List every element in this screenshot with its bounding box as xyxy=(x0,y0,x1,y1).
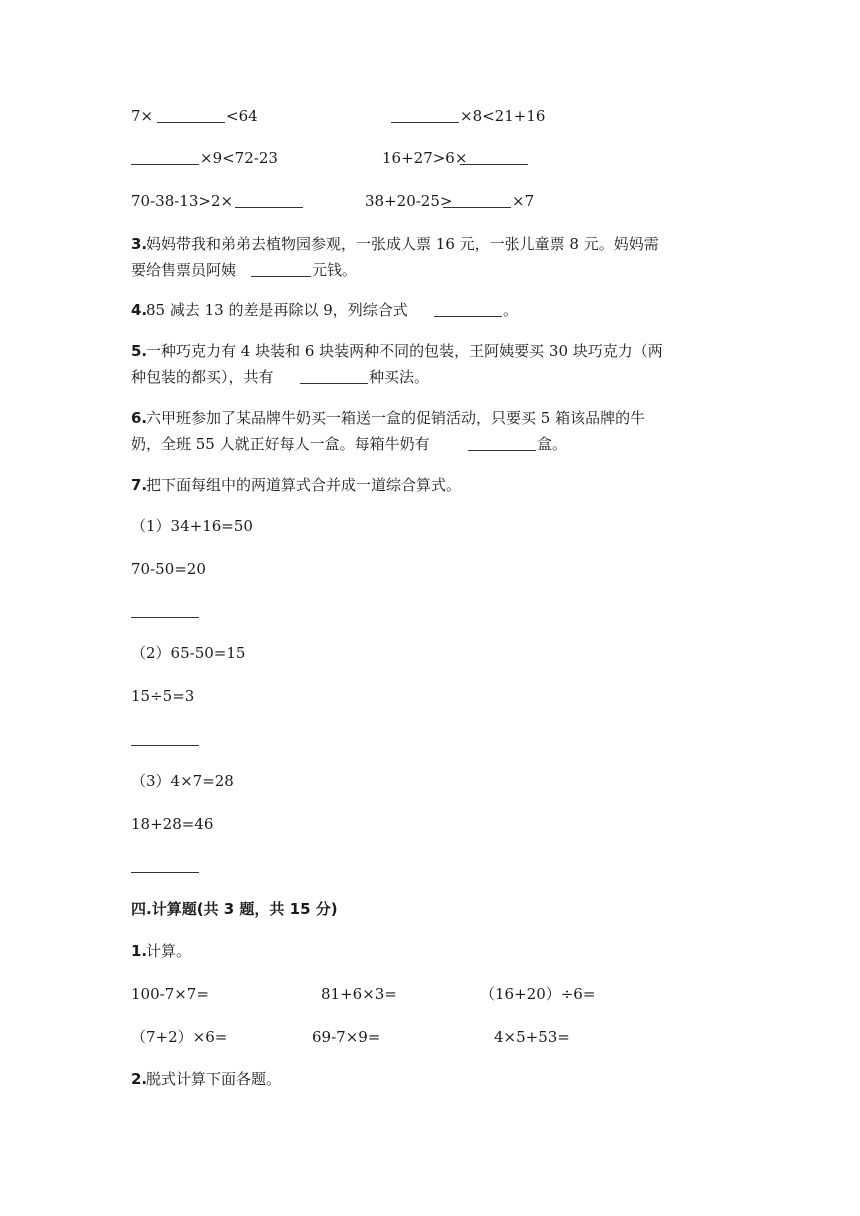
calc-expression: （7+2）×6= xyxy=(131,1028,228,1046)
q5-number: 5. xyxy=(131,342,148,360)
q5-line2-pre: 种包装的都买），共有 xyxy=(131,368,274,386)
ineq-r1b-post: ×8<21+16 xyxy=(460,107,546,125)
q4-text-post: 。 xyxy=(503,301,519,319)
q3-line1: 妈妈带我和弟弟去植物园参观，一张成人票 16 元，一张儿童票 8 元。妈妈需 xyxy=(146,235,659,253)
q5-line2-post: 种买法。 xyxy=(369,368,430,386)
answer-blank[interactable] xyxy=(251,260,311,280)
q5-line1: 一种巧克力有 4 块装和 6 块装两种不同的包装，王阿姨要买 30 块巧克力（两 xyxy=(146,342,663,360)
ineq-r2b-pre: 16+27>6× xyxy=(382,149,468,167)
s4q2-number: 2. xyxy=(131,1070,148,1088)
q3-line2-pre: 要给售票员阿姨 xyxy=(131,261,237,279)
q3-line2-post: 元钱。 xyxy=(312,261,358,279)
answer-blank[interactable] xyxy=(300,367,368,387)
answer-blank[interactable] xyxy=(468,434,536,454)
ineq-r1a-pre: 7× xyxy=(131,107,154,125)
q7-group1-a: （1）34+16=50 xyxy=(131,517,253,535)
s4q1-number: 1. xyxy=(131,942,148,960)
answer-blank[interactable] xyxy=(434,300,502,320)
answer-blank[interactable] xyxy=(391,106,459,126)
answer-blank[interactable] xyxy=(157,106,225,126)
answer-blank[interactable] xyxy=(460,148,528,168)
q4-text-pre: 85 减去 13 的差是再除以 9，列综合式 xyxy=(146,301,408,319)
q6-line2-post: 盒。 xyxy=(537,435,568,453)
calc-expression: 4×5+53= xyxy=(494,1028,570,1046)
q4-number: 4. xyxy=(131,301,148,319)
q7-number: 7. xyxy=(131,476,148,494)
calc-expression: 81+6×3= xyxy=(321,985,397,1003)
ineq-r3b-post: ×7 xyxy=(512,192,535,210)
section-title: 四.计算题(共 3 题，共 15 分) xyxy=(131,900,338,918)
answer-blank[interactable] xyxy=(443,191,511,211)
s4q1-text: 计算。 xyxy=(146,942,192,960)
answer-blank[interactable] xyxy=(131,601,199,621)
calc-expression: （16+20）÷6= xyxy=(480,985,596,1003)
calc-expression: 69-7×9= xyxy=(312,1028,381,1046)
q7-group3-a: （3）4×7=28 xyxy=(131,772,234,790)
ineq-r3b-pre: 38+20-25> xyxy=(365,192,453,210)
ineq-r1a-post: <64 xyxy=(226,107,258,125)
s4q2-text: 脱式计算下面各题。 xyxy=(146,1070,282,1088)
q7-group1-b: 70-50=20 xyxy=(131,560,206,578)
answer-blank[interactable] xyxy=(131,729,199,749)
ineq-r3a-pre: 70-38-13>2× xyxy=(131,192,234,210)
q7-group3-b: 18+28=46 xyxy=(131,815,214,833)
ineq-r2a-post: ×9<72-23 xyxy=(200,149,278,167)
calc-expression: 100-7×7= xyxy=(131,985,209,1003)
q7-text: 把下面每组中的两道算式合并成一道综合算式。 xyxy=(146,476,462,494)
answer-blank[interactable] xyxy=(131,856,199,876)
q7-group2-a: （2）65-50=15 xyxy=(131,644,246,662)
q6-number: 6. xyxy=(131,409,148,427)
q6-line2-pre: 奶，全班 55 人就正好每人一盒。每箱牛奶有 xyxy=(131,435,430,453)
answer-blank[interactable] xyxy=(131,148,199,168)
q3-number: 3. xyxy=(131,235,148,253)
q6-line1: 六甲班参加了某品牌牛奶买一箱送一盒的促销活动，只要买 5 箱该品牌的牛 xyxy=(146,409,646,427)
answer-blank[interactable] xyxy=(235,191,303,211)
q7-group2-b: 15÷5=3 xyxy=(131,687,195,705)
